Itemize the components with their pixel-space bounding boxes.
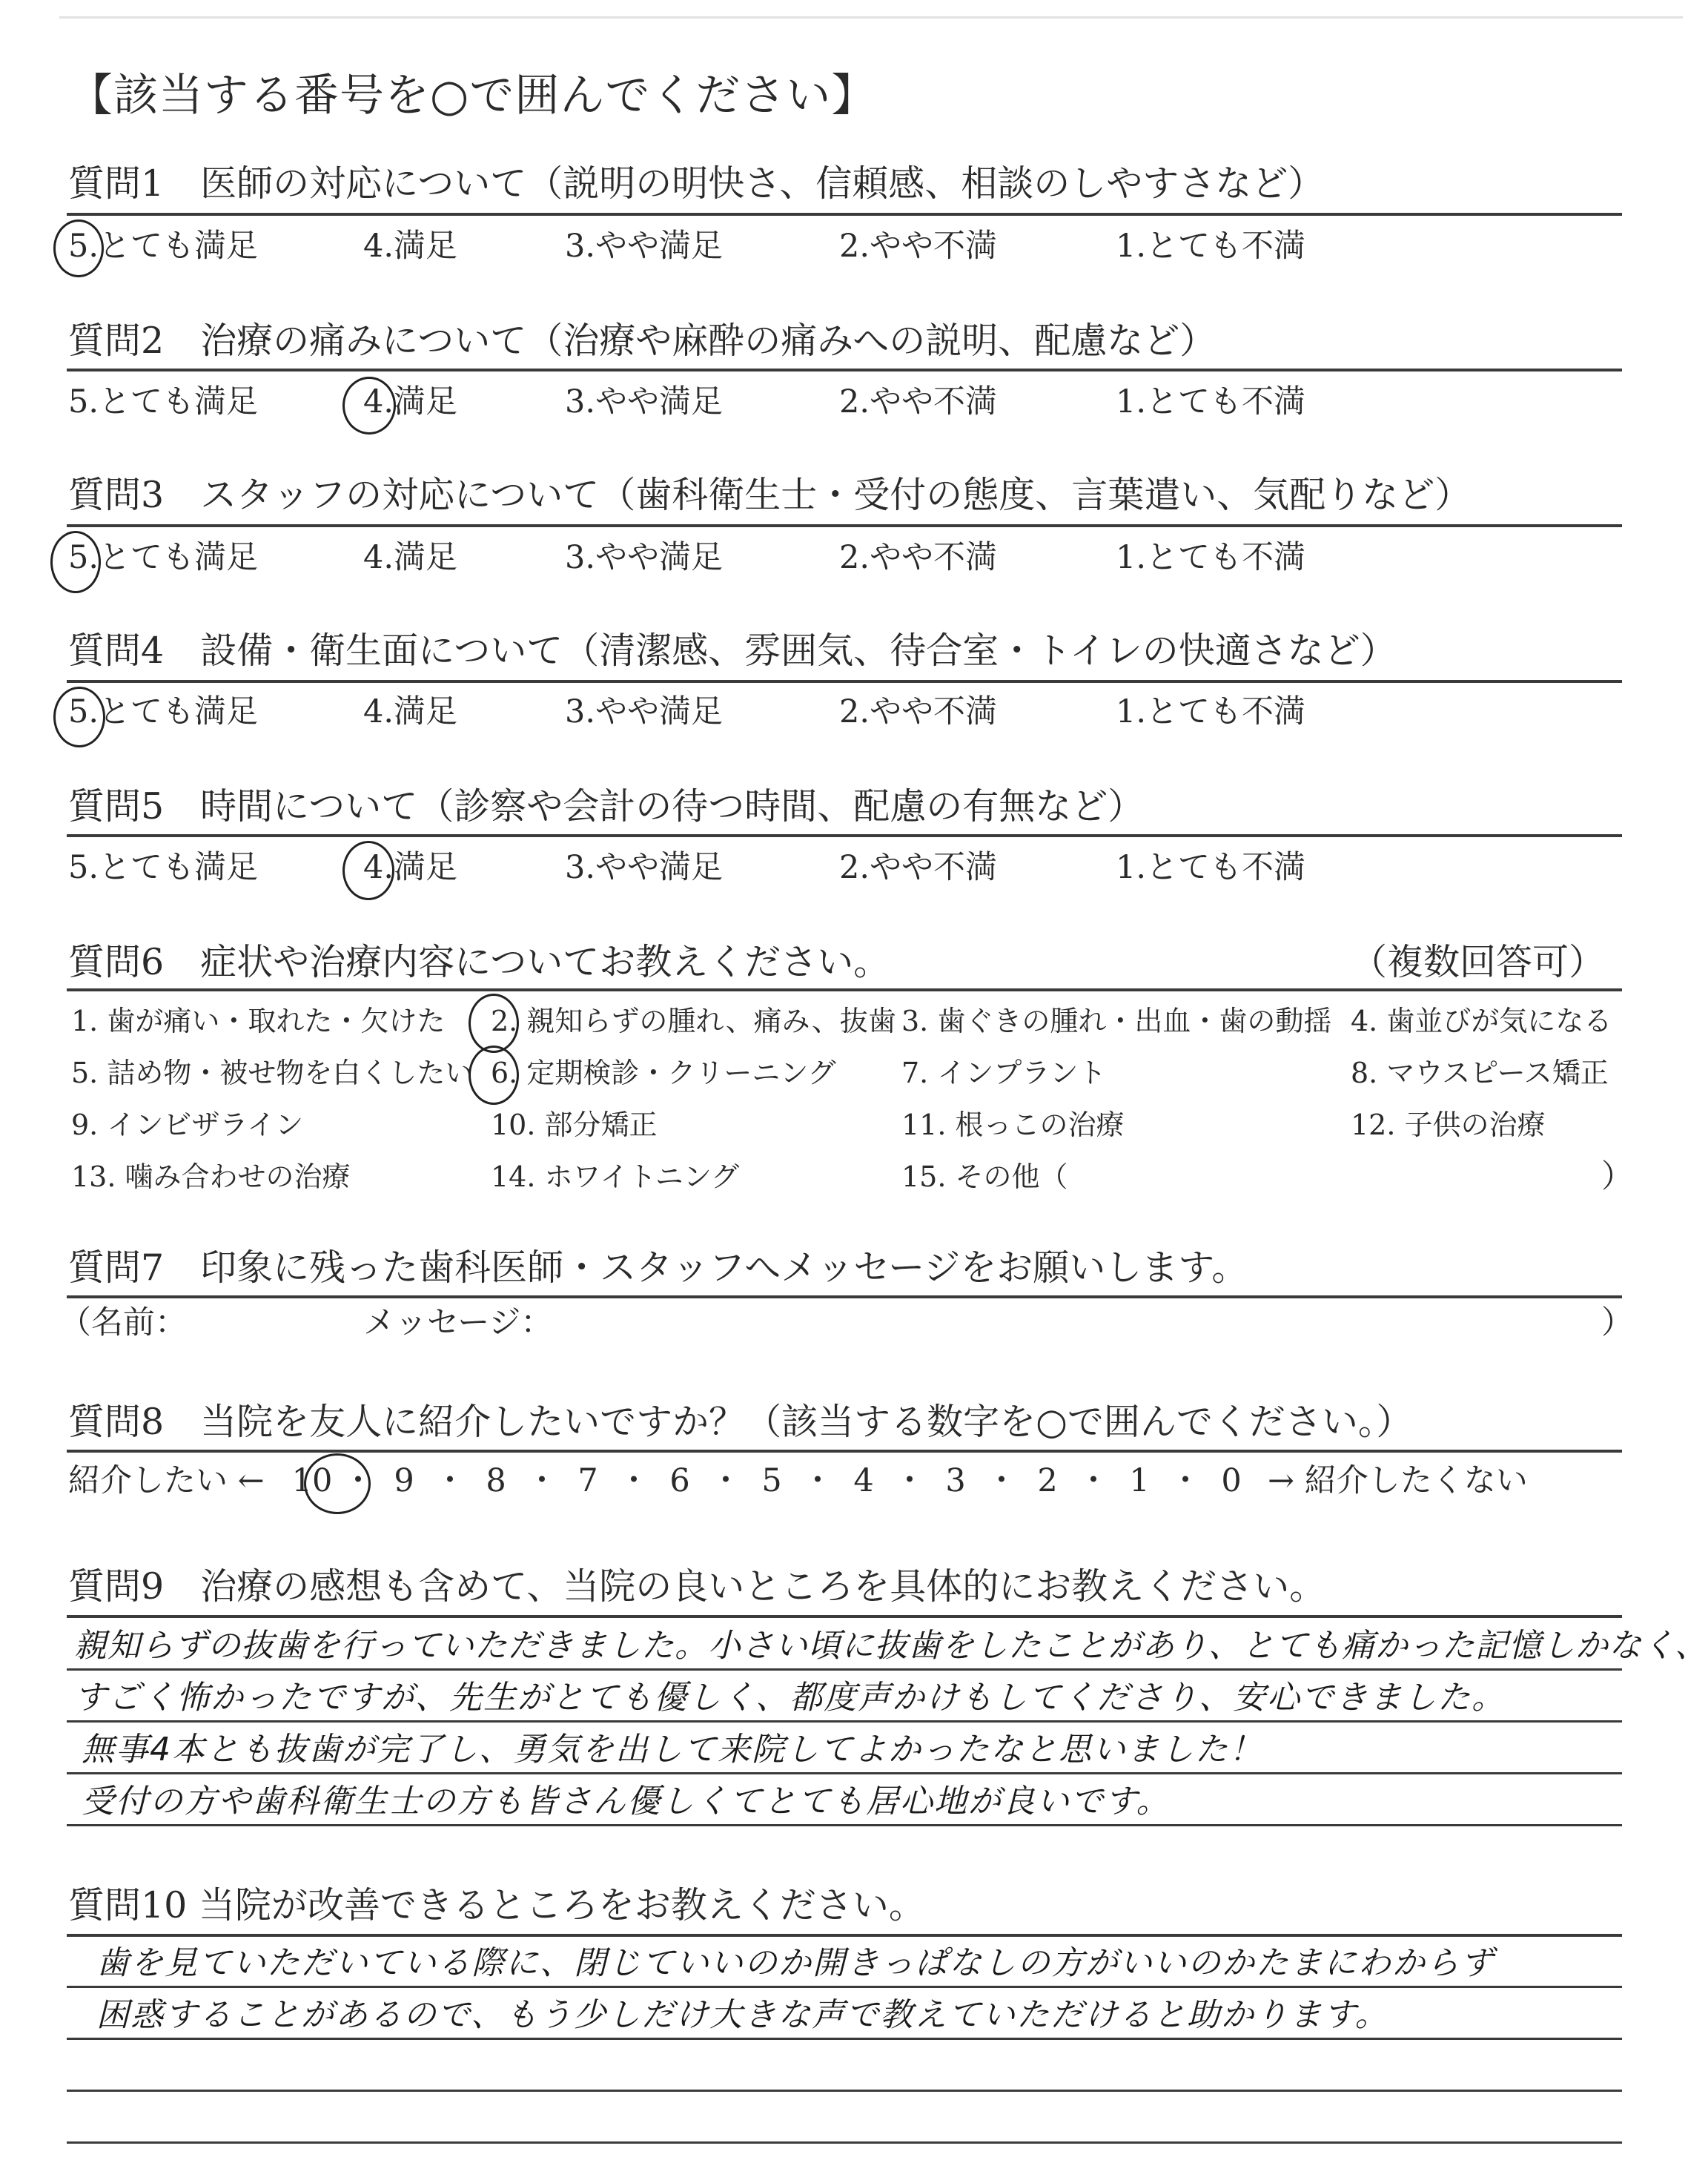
q9-title: 質問9 治療の感想も含めて、当院の良いところを具体的にお教えください。 [68, 1565, 1326, 1608]
q9-answer-line-2[interactable]: すごく怖かったですが、先生がとても優しく、都度声かけもしてくださり、安心できました。 [74, 1679, 1506, 1717]
q8-value-6[interactable]: 6 [669, 1462, 690, 1499]
q4-selection-circle [53, 687, 105, 747]
q7-name-label[interactable]: （名前： [59, 1304, 187, 1341]
q8-value-4[interactable]: 4 [853, 1462, 874, 1499]
q2-option-1[interactable]: 1.とても不満 [1116, 383, 1306, 420]
q8-separator: ・ [434, 1462, 466, 1499]
q6-option-8[interactable]: 8. マウスピース矯正 [1351, 1057, 1609, 1089]
q5-title: 質問5 時間について（診察や会計の待つ時間、配慮の有無など） [68, 785, 1145, 828]
q1-option-5[interactable]: 5.とても満足 [68, 228, 259, 265]
q2-option-3[interactable]: 3.やや満足 [565, 383, 724, 420]
q10-writing-line [67, 2141, 1622, 2144]
q9-writing-line [67, 1824, 1622, 1826]
q6-option-5[interactable]: 5. 詰め物・被せ物を白くしたい [71, 1057, 474, 1089]
q4-title: 質問4 設備・衛生面について（清潔感、雰囲気、待合室・トイレの快適さなど） [68, 630, 1397, 672]
q6-option-11[interactable]: 11. 根っこの治療 [901, 1109, 1125, 1141]
q2-option-5[interactable]: 5.とても満足 [68, 383, 259, 420]
q7-rule [67, 1295, 1622, 1298]
q2-rule [67, 369, 1622, 371]
q9-answer-line-1[interactable]: 親知らずの抜歯を行っていただきました。小さい頃に抜歯をしたことがあり、とても痛かった記憶しかなく、 [74, 1627, 1708, 1665]
q6-option-13[interactable]: 13. 噛み合わせの治療 [71, 1160, 351, 1193]
q10-rule [67, 1934, 1622, 1937]
q6-option-1[interactable]: 1. 歯が痛い・取れた・欠けた [71, 1005, 446, 1037]
q6-rule [67, 988, 1622, 991]
q8-value-10[interactable]: 10 [291, 1462, 333, 1499]
q5-option-5[interactable]: 5.とても満足 [68, 849, 259, 886]
q6-other-close: ） [1601, 1158, 1633, 1195]
q4-option-1[interactable]: 1.とても不満 [1116, 693, 1306, 730]
q1-title: 質問1 医師の対応について（説明の明快さ、信頼感、相談のしやすさなど） [68, 162, 1325, 205]
q8-separator: ・ [985, 1462, 1018, 1499]
q10-answer-line-2[interactable]: 困惑することがあるので、もう少しだけ大きな声で教えていただけると助かります。 [96, 1996, 1389, 2034]
q3-selection-circle [50, 531, 101, 593]
q6-option-9[interactable]: 9. インビザライン [71, 1109, 304, 1141]
q6-option-14[interactable]: 14. ホワイトニング [491, 1160, 740, 1193]
q6-selection-circle-6 [469, 1046, 519, 1105]
q5-rule [67, 834, 1622, 837]
q8-scale [68, 1461, 1528, 1501]
q8-left-label: 紹介したい ← [68, 1462, 265, 1499]
q6-option-2[interactable]: 2. 親知らずの腫れ、痛み、抜歯 [491, 1005, 896, 1037]
q6-selection-circle-2 [469, 994, 519, 1053]
q8-separator: ・ [1169, 1462, 1202, 1499]
q6-option-6[interactable]: 6. 定期検診・クリーニング [491, 1057, 836, 1089]
q8-value-8[interactable]: 8 [486, 1462, 506, 1499]
q10-writing-line [67, 2090, 1622, 2092]
q7-message-label[interactable]: メッセージ： [363, 1304, 553, 1341]
q10-answer-line-1[interactable]: 歯を見ていただいている際に、閉じていいのか開きっぱなしの方がいいのかたまにわからず [96, 1944, 1494, 1982]
q10-writing-line [67, 1986, 1622, 1988]
q1-rule [67, 213, 1622, 216]
q8-separator: ・ [1077, 1462, 1110, 1499]
q8-separator: ・ [801, 1462, 834, 1499]
q8-separator: ・ [893, 1462, 926, 1499]
q7-title: 質問7 印象に残った歯科医師・スタッフへメッセージをお願いします。 [68, 1246, 1248, 1289]
q8-title: 質問8 当院を友人に紹介したいですか？（該当する数字を○で囲んでください。） [68, 1401, 1413, 1443]
q8-right-label: → 紹介したくない [1268, 1462, 1528, 1499]
q8-selection-circle [304, 1453, 371, 1514]
q8-separator: ・ [526, 1462, 558, 1499]
q4-option-3[interactable]: 3.やや満足 [565, 693, 724, 730]
q1-selection-circle [53, 219, 104, 277]
q6-option-10[interactable]: 10. 部分矯正 [491, 1109, 658, 1141]
q5-selection-circle [342, 841, 394, 900]
q8-separator: ・ [709, 1462, 742, 1499]
q3-option-4[interactable]: 4.満足 [363, 539, 458, 576]
q8-value-0[interactable]: 0 [1221, 1462, 1242, 1499]
q6-option-4[interactable]: 4. 歯並びが気になる [1351, 1005, 1612, 1037]
q8-separator: ・ [618, 1462, 650, 1499]
scan-edge-line [59, 16, 1683, 19]
q4-option-2[interactable]: 2.やや不満 [839, 693, 998, 730]
q9-answer-line-4[interactable]: 受付の方や歯科衛生士の方も皆さん優しくてとても居心地が良いです。 [82, 1783, 1171, 1820]
q2-option-4[interactable]: 4.満足 [363, 383, 458, 420]
q3-option-5[interactable]: 5.とても満足 [68, 539, 259, 576]
q8-rule [67, 1450, 1622, 1453]
q8-value-5[interactable]: 5 [761, 1462, 782, 1499]
q9-writing-line [67, 1772, 1622, 1774]
q8-value-7[interactable]: 7 [577, 1462, 598, 1499]
q3-option-3[interactable]: 3.やや満足 [565, 539, 724, 576]
q2-option-2[interactable]: 2.やや不満 [839, 383, 998, 420]
q2-selection-circle [342, 377, 396, 435]
q5-option-3[interactable]: 3.やや満足 [565, 849, 724, 886]
q8-value-2[interactable]: 2 [1037, 1462, 1058, 1499]
q1-option-3[interactable]: 3.やや満足 [565, 228, 724, 265]
q4-option-4[interactable]: 4.満足 [363, 693, 458, 730]
q3-option-2[interactable]: 2.やや不満 [839, 539, 998, 576]
q1-option-4[interactable]: 4.満足 [363, 228, 458, 265]
q8-value-3[interactable]: 3 [945, 1462, 966, 1499]
q9-rule [67, 1615, 1622, 1618]
q6-multiple-note: （複数回答可） [1351, 941, 1606, 983]
q6-option-3[interactable]: 3. 歯ぐきの腫れ・出血・歯の動揺 [901, 1005, 1332, 1037]
q5-option-4[interactable]: 4.満足 [363, 849, 458, 886]
q6-title: 質問6 症状や治療内容についてお教えください。 [68, 941, 890, 983]
q9-writing-line [67, 1668, 1622, 1671]
q9-writing-line [67, 1720, 1622, 1723]
q5-option-1[interactable]: 1.とても不満 [1116, 849, 1306, 886]
q3-title: 質問3 スタッフの対応について（歯科衛生士・受付の態度、言葉遣い、気配りなど） [68, 474, 1472, 516]
q4-rule [67, 680, 1622, 683]
q3-rule [67, 524, 1622, 527]
q4-option-5[interactable]: 5.とても満足 [68, 693, 259, 730]
q8-separator: ・ [342, 1462, 374, 1499]
q1-option-1[interactable]: 1.とても不満 [1116, 228, 1306, 265]
q10-writing-line [67, 2038, 1622, 2040]
q8-value-9[interactable]: 9 [394, 1462, 414, 1499]
q6-option-12[interactable]: 12. 子供の治療 [1351, 1109, 1546, 1141]
q5-option-2[interactable]: 2.やや不満 [839, 849, 998, 886]
q3-option-1[interactable]: 1.とても不満 [1116, 539, 1306, 576]
q1-option-2[interactable]: 2.やや不満 [839, 228, 998, 265]
q7-close: ） [1601, 1304, 1633, 1341]
q9-answer-line-3[interactable]: 無事4本とも抜歯が完了し、勇気を出して来院してよかったなと思いました！ [82, 1731, 1263, 1768]
q6-option-15[interactable]: 15. その他（ [901, 1160, 1068, 1193]
page-title: 【該当する番号を○で囲んでください】 [68, 70, 877, 122]
q10-title: 質問10 当院が改善できるところをお教えください。 [68, 1884, 925, 1926]
q8-value-1[interactable]: 1 [1129, 1462, 1150, 1499]
q2-title: 質問2 治療の痛みについて（治療や麻酔の痛みへの説明、配慮など） [68, 320, 1217, 362]
q6-option-7[interactable]: 7. インプラント [901, 1057, 1107, 1089]
